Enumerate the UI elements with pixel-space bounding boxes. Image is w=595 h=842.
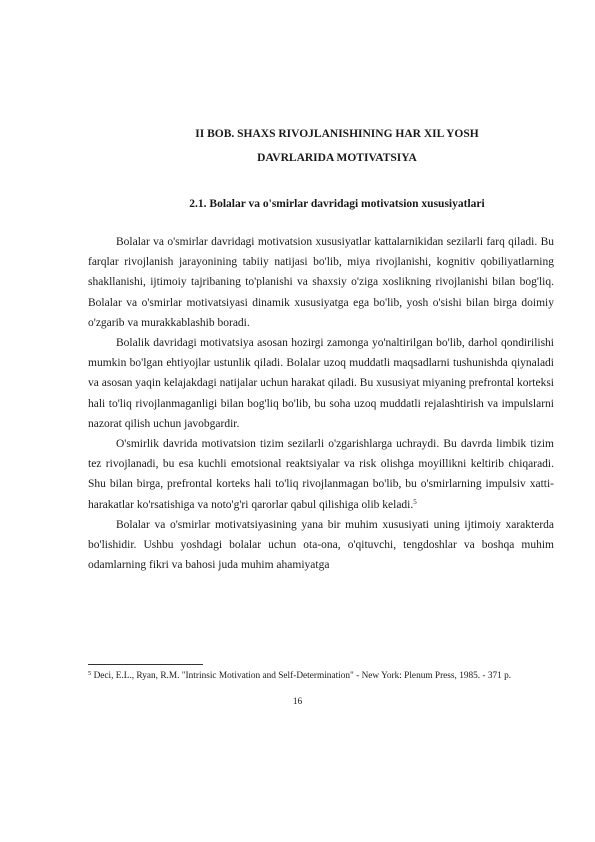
paragraph-4: Bolalar va o'smirlar motivatsiyasining yana bir muhim xususiyati uning ijtimoiy xarakterda bo'lishidir. Ushbu yoshdagi bolalar uchun ota-ona, o'qituvchi, tengdoshlar va boshqa muhim odamlarning fikri va bahosi juda muhim ahamiyatga [88, 518, 554, 572]
chapter-title-line-1: II BOB. SHAXS RIVOJLANISHINING HAR XIL YOSH [195, 128, 479, 140]
paragraph-2: Bolalik davridagi motivatsiya asosan hozirgi zamonga yo'naltirilgan bo'lib, darhol qondirilishi mumkin bo'lgan ehtiyojlar ustunlik qiladi. Bolalar uzoq muddatli maqsadlarni tushunishda qiynaladi va asosan yaqin kelajakdagi natijalar uchun harakat qiladi. Bu xususiyat miyaning prefrontal korteksi hali to'liq rivojlanmaganligi bilan bog'liq bo'lib, bu soha uzoq muddatli rejalashtirish va impulslarni nazorat qilish uchun javobgardir. [88, 337, 554, 430]
footnote-marker: 5 [88, 670, 92, 677]
section-title: 2.1. Bolalar va o'smirlar davridagi motivatsion xususiyatlari [189, 198, 485, 210]
paragraph-3-text: O'smirlik davrida motivatsion tizim sezilarli o'zgarishlarga uchraydi. Bu davrda limbik tizim tez rivojlanadi, bu esa kuchli emotsional reaktsiyalar va risk olishga moyillikni keltirib chiqaradi. Shu bilan birga, prefrontal korteks hali to'liq rivojlanmagan bo'lib, bu o'smirlarning impulsiv xatti-harakatlar ko'rsatishiga va noto'g'ri qarorlar qabul qilishiga olib keladi. [88, 438, 554, 511]
chapter-title [120, 122, 554, 170]
footnote-reference[interactable]: 5 [413, 497, 417, 506]
body-text [88, 232, 554, 575]
footnote-separator [88, 664, 203, 665]
page-number: 16 [292, 697, 303, 707]
footnote [88, 667, 554, 685]
footnote-text: Deci, E.L., Ryan, R.M. "Intrinsic Motivation and Self-Determination" - New York: Plenum Press, 1985. - 371 p. [91, 671, 512, 681]
paragraph-1: Bolalar va o'smirlar davridagi motivatsion xususiyatlar kattalarnikidan sezilarli farq qiladi. Bu farqlar rivojlanish jarayonining tabiiy natijasi bo'lib, miya rivojlanishi, kognitiv qobiliyatlarning shakllanishi, ijtimoiy tajribaning to'planishi va shaxsiy o'ziga xoslikning rivojlanishi bilan bog'liq. Bolalar va o'smirlar motivatsiyasi dinamik xususiyatga ega bo'lib, yosh o'sishi bilan birga doimiy o'zgarib va murakkablashib boradi. [88, 236, 554, 329]
chapter-title-line-2: DAVRLARIDA MOTIVATSIYA [257, 152, 417, 164]
paragraph-3 [88, 434, 554, 515]
